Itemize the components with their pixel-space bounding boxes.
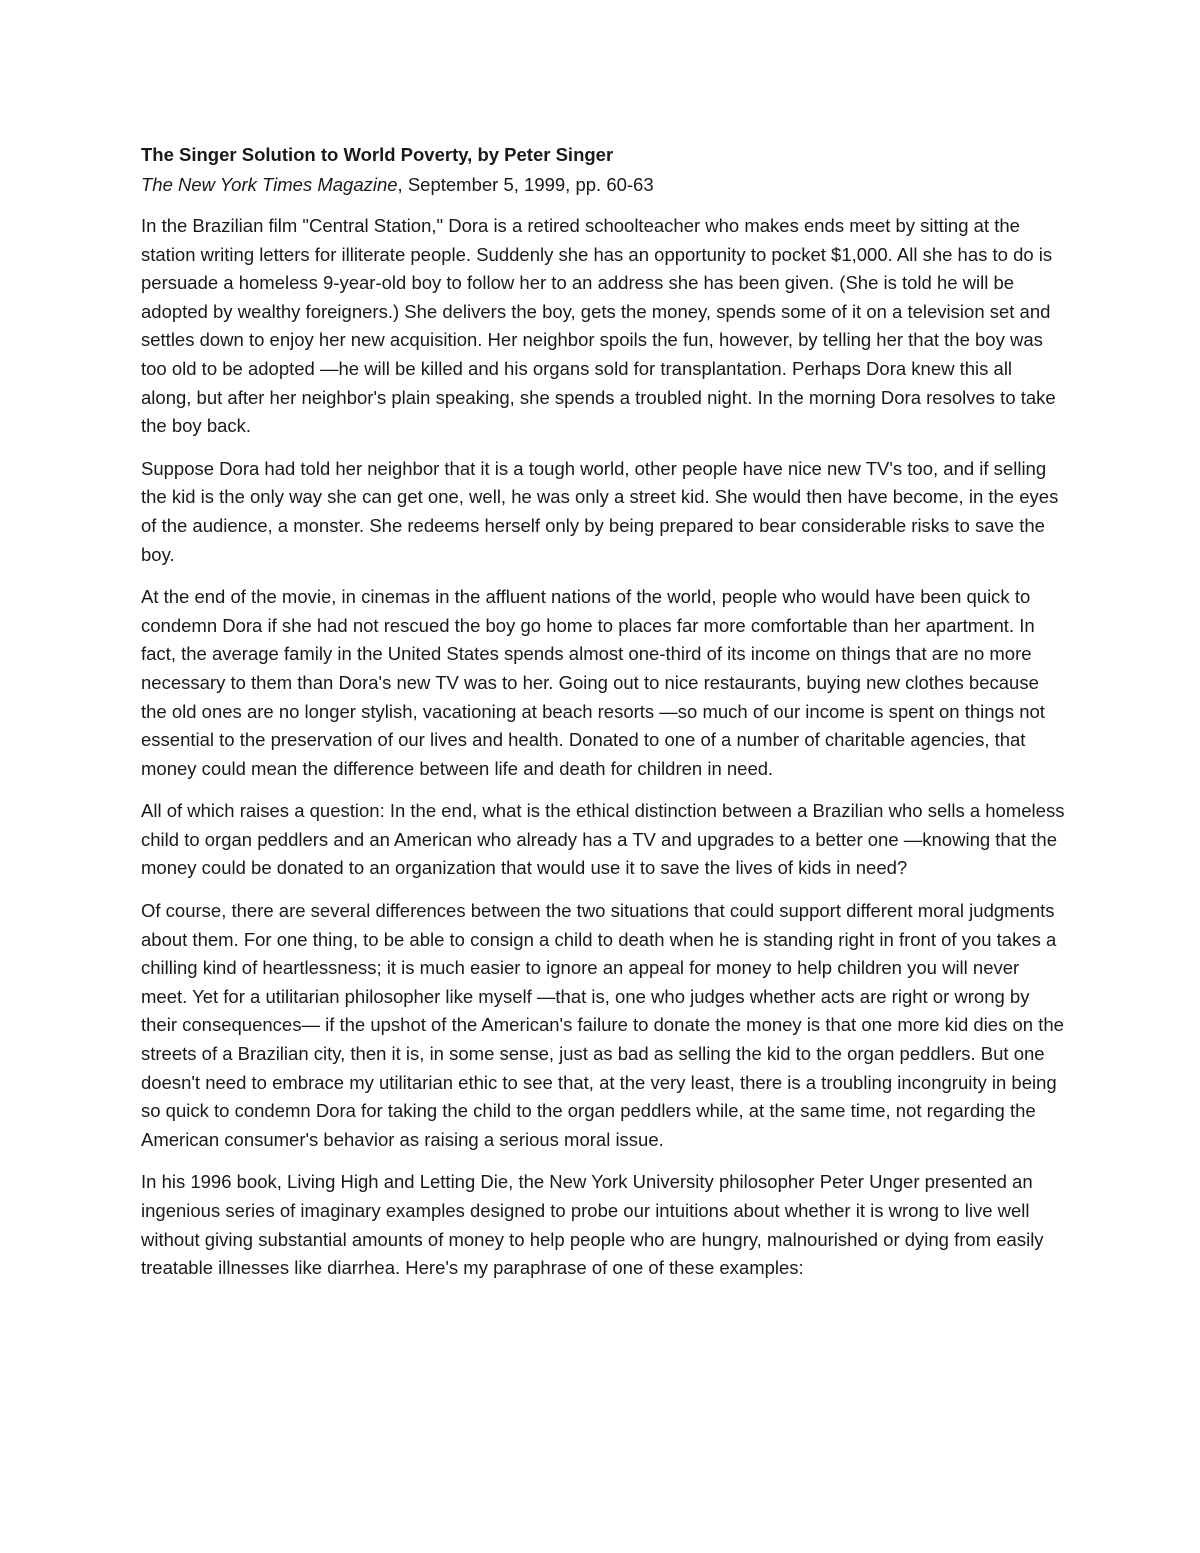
citation-details: , September 5, 1999, pp. 60-63: [397, 174, 654, 195]
citation-publication: The New York Times Magazine: [141, 174, 398, 195]
document-page: [141, 140, 1066, 1297]
paragraph: In his 1996 book, Living High and Letting Die, the New York University philosopher Peter Unger presented an ingenious series of imaginary examples designed to probe our intuitions about whether it is wrong to live well without giving substantial amounts of money to help people who are hungry, malnourished or dying from easily treatable illnesses like diarrhea. Here's my paraphrase of one of these examples:: [141, 1171, 1044, 1279]
paragraph: Of course, there are several differences between the two situations that could support different moral judgments about them. For one thing, to be able to consign a child to death when he is standing right in front of you takes a chilling kind of heartlessness; it is much easier to ignore an appeal for money to help children you will never meet. Yet for a utilitarian philosopher like myself —that is, one who judges whether acts are right or wrong by their consequences— if the upshot of the American's failure to donate the money is that one more kid dies on the streets of a Brazilian city, then it is, in some sense, just as bad as selling the kid to the organ peddlers. But one doesn't need to embrace my utilitarian ethic to see that, at the very least, there is a troubling incongruity in being so quick to condemn Dora for taking the child to the organ peddlers while, at the same time, not regarding the American consumer's behavior as raising a serious moral issue.: [141, 900, 1064, 1150]
paragraph: At the end of the movie, in cinemas in the affluent nations of the world, people who would have been quick to condemn Dora if she had not rescued the boy go home to places far more comfortable than her apartment. In fact, the average family in the United States spends almost one-third of its income on things that are no more necessary to them than Dora's new TV was to her. Going out to nice restaurants, buying new clothes because the old ones are no longer stylish, vacationing at beach resorts —so much of our income is spent on things not essential to the preservation of our lives and health. Donated to one of a number of charitable agencies, that money could mean the difference between life and death for children in need.: [141, 586, 1045, 779]
paragraph: All of which raises a question: In the end, what is the ethical distinction between a Brazilian who sells a homeless child to organ peddlers and an American who already has a TV and upgrades to a better one —knowing that the money could be donated to an organization that would use it to save the lives of kids in need?: [141, 800, 1065, 879]
document-title: The Singer Solution to World Poverty, by Peter Singer: [141, 144, 614, 165]
document-citation: [141, 170, 1066, 200]
paragraph: Suppose Dora had told her neighbor that it is a tough world, other people have nice new TV's too, and if selling the kid is the only way she can get one, well, he was only a street kid. She would then have become, in the eyes of the audience, a monster. She redeems herself only by being prepared to bear considerable risks to save the boy.: [141, 457, 1059, 565]
paragraph: In the Brazilian film "Central Station," Dora is a retired schoolteacher who makes ends meet by sitting at the station writing letters for illiterate people. Suddenly she has an opportunity to pocket $1,000. All she has to do is persuade a homeless 9-year-old boy to follow her to an address she has been given. (She is told he will be adopted by wealthy foreigners.) She delivers the boy, gets the money, spends some of it on a television set and settles down to enjoy her new acquisition. Her neighbor spoils the fun, however, by telling her that the boy was too old to be adopted —he will be killed and his organs sold for transplantation. Perhaps Dora knew this all along, but after her neighbor's plain speaking, she spends a troubled night. In the morning Dora resolves to take the boy back.: [141, 215, 1056, 437]
